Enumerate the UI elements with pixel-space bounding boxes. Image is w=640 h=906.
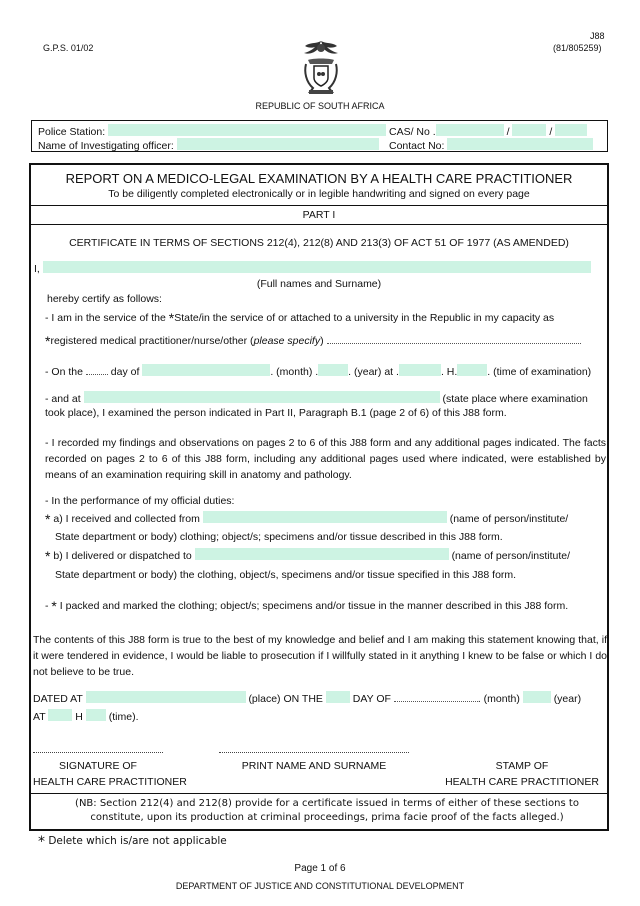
report-title: REPORT ON A MEDICO-LEGAL EXAMINATION BY A HEALTH CARE PRACTITIONER <box>65 171 573 186</box>
contact-no-field[interactable] <box>447 138 593 150</box>
case-info-box: Police Station: CAS/ No . / / Name of Investigating officer: Contact No: <box>31 120 608 152</box>
report-subtitle: To be diligently completed electronically or in legible handwriting and signed on every page <box>108 188 530 200</box>
stamp-caption-1: STAMP OF <box>495 760 549 772</box>
certificate-heading: CERTIFICATE IN TERMS OF SECTIONS 212(4), 212(8) AND 213(3) OF ACT 51 OF 1977 (AS AMENDED) <box>69 237 569 249</box>
h-label: . H. <box>440 366 458 378</box>
capacity-label: registered medical practitioner/nurse/other ( <box>50 335 254 347</box>
dated-year-field[interactable] <box>523 691 551 703</box>
on-the-label: - On the <box>45 366 83 378</box>
coat-of-arms-icon <box>298 38 344 96</box>
day-of-caps-label: DAY OF <box>352 693 391 705</box>
gps-code: G.P.S. 01/02 <box>43 43 94 53</box>
delivered-continuation: State department or body) the clothing, object/s, specimens and/or tissue specified in this J88 form. <box>55 569 517 581</box>
cas-no-label: CAS/ No . <box>389 126 436 138</box>
dated-minute-field[interactable] <box>86 709 106 721</box>
duties-text: - In the performance of my official duties: <box>45 495 235 507</box>
at-label: AT <box>33 711 46 723</box>
asterisk-icon: * <box>45 333 51 349</box>
capacity-close: ) <box>320 335 324 347</box>
print-name-line[interactable] <box>219 752 409 753</box>
delivered-label: b) I delivered or dispatched to <box>53 550 192 562</box>
signature-caption-1: SIGNATURE OF <box>59 760 137 772</box>
form-code: J88 <box>590 31 605 41</box>
day-of-label: day of <box>110 366 140 378</box>
department-label: DEPARTMENT OF JUSTICE AND CONSTITUTIONAL DEVELOPMENT <box>175 881 465 891</box>
part-label: PART I <box>302 209 336 221</box>
signature-line[interactable] <box>33 752 163 753</box>
h2-label: H <box>75 711 83 723</box>
asterisk-icon: * <box>168 310 175 326</box>
page-number: Page 1 of 6 <box>294 863 346 874</box>
dated-day-field[interactable] <box>326 691 350 703</box>
signature-caption-2: HEALTH CARE PRACTITIONER <box>33 776 187 788</box>
exam-hour-field[interactable] <box>399 364 441 376</box>
and-at-label: - and at <box>45 393 81 405</box>
dated-month-field[interactable] <box>394 690 478 702</box>
form-ref: (81/805259) <box>553 43 602 53</box>
hereby-text: hereby certify as follows: <box>47 293 162 305</box>
month2-label: . (month) <box>477 693 520 705</box>
truth-statement: The contents of this J88 form is true to the best of my knowledge and belief and I am making this statement knowing that, if it were tendered in evidence, I would be liable to prosecution if I willfully stated in it anything I knew to be false or which I do not believe to be true. <box>33 634 607 678</box>
cas-no-field-2[interactable] <box>512 124 546 136</box>
asterisk-icon: * <box>38 834 45 850</box>
year2-label: (year) <box>553 693 582 705</box>
service-line-start: - I am in the service of the <box>45 312 166 324</box>
asterisk-icon: * <box>51 598 57 614</box>
packed-text: I packed and marked the clothing; object/s; specimens and/or tissue in the manner described in this J88 form. <box>59 600 569 612</box>
cas-no-field-3[interactable] <box>555 124 587 136</box>
delete-note: Delete which is/are not applicable <box>48 835 227 847</box>
police-station-field[interactable] <box>108 124 386 136</box>
time-label: (time). <box>108 711 139 723</box>
cas-no-field-1[interactable] <box>436 124 504 136</box>
full-names-caption: (Full names and Surname) <box>256 278 382 290</box>
received-from-field[interactable] <box>203 511 447 523</box>
exam-place-field[interactable] <box>84 391 440 403</box>
investigating-officer-label: Name of Investigating officer: <box>38 140 174 152</box>
contact-no-label: Contact No: <box>389 140 445 152</box>
i-label: I, <box>34 263 40 275</box>
republic-label: REPUBLIC OF SOUTH AFRICA <box>255 101 385 111</box>
delivered-to-field[interactable] <box>195 548 449 560</box>
report-box <box>29 163 609 831</box>
dated-place-field[interactable] <box>86 691 246 703</box>
asterisk-icon: * <box>45 511 51 527</box>
print-name-caption: PRINT NAME AND SURNAME <box>241 760 387 772</box>
dated-hour-field[interactable] <box>48 709 72 721</box>
packed-dash: - <box>45 600 49 612</box>
received-continuation: State department or body) clothing; object/s; specimens and/or tissue described in this J88 form. <box>55 531 503 543</box>
state-place-label: (state place where examination <box>442 393 588 405</box>
findings-text: - I recorded my findings and observations on pages 2 to 6 of this J88 form and any additional pages indicated. The facts recorded on pages 2 to 6 of this J88 form, including any additional pages used where indicated, were established by means of an examination requiring skill in anatomy and pathology. <box>45 437 606 481</box>
dated-at-label: DATED AT <box>33 693 83 705</box>
capacity-field[interactable] <box>327 332 581 344</box>
investigating-officer-field[interactable] <box>177 138 379 150</box>
service-line-end: State/in the service of or attached to a university in the Republic in my capacity as <box>174 312 555 324</box>
stamp-caption-2: HEALTH CARE PRACTITIONER <box>445 776 599 788</box>
nb-note: (NB: Section 212(4) and 212(8) provide for a certificate issued in terms of either of these sections to constitute, upon its production at criminal proceedings, prima facie proof of the facts alleged.) <box>75 798 579 823</box>
delivered-name-label: (name of person/institute/ <box>451 550 571 562</box>
exam-minute-field[interactable] <box>457 364 487 376</box>
asterisk-icon: * <box>45 548 51 564</box>
place-on-the-label: (place) ON THE <box>248 693 323 705</box>
full-names-field[interactable] <box>43 261 591 273</box>
received-label: a) I received and collected from <box>53 513 200 525</box>
police-station-label: Police Station: <box>38 126 106 138</box>
please-specify: please specify <box>253 335 321 347</box>
exam-year-field[interactable] <box>318 364 348 376</box>
received-name-label: (name of person/institute/ <box>449 513 569 525</box>
took-place-text: took place), I examined the person indicated in Part II, Paragraph B.1 (page 2 of 6) of this J88 form. <box>45 407 507 419</box>
year-at-label: . (year) at . <box>348 366 399 378</box>
exam-day-field[interactable] <box>86 363 108 375</box>
exam-month-field[interactable] <box>142 364 270 376</box>
month-label: . (month) . <box>270 366 319 378</box>
time-of-exam-label: . (time of examination) <box>487 366 592 378</box>
